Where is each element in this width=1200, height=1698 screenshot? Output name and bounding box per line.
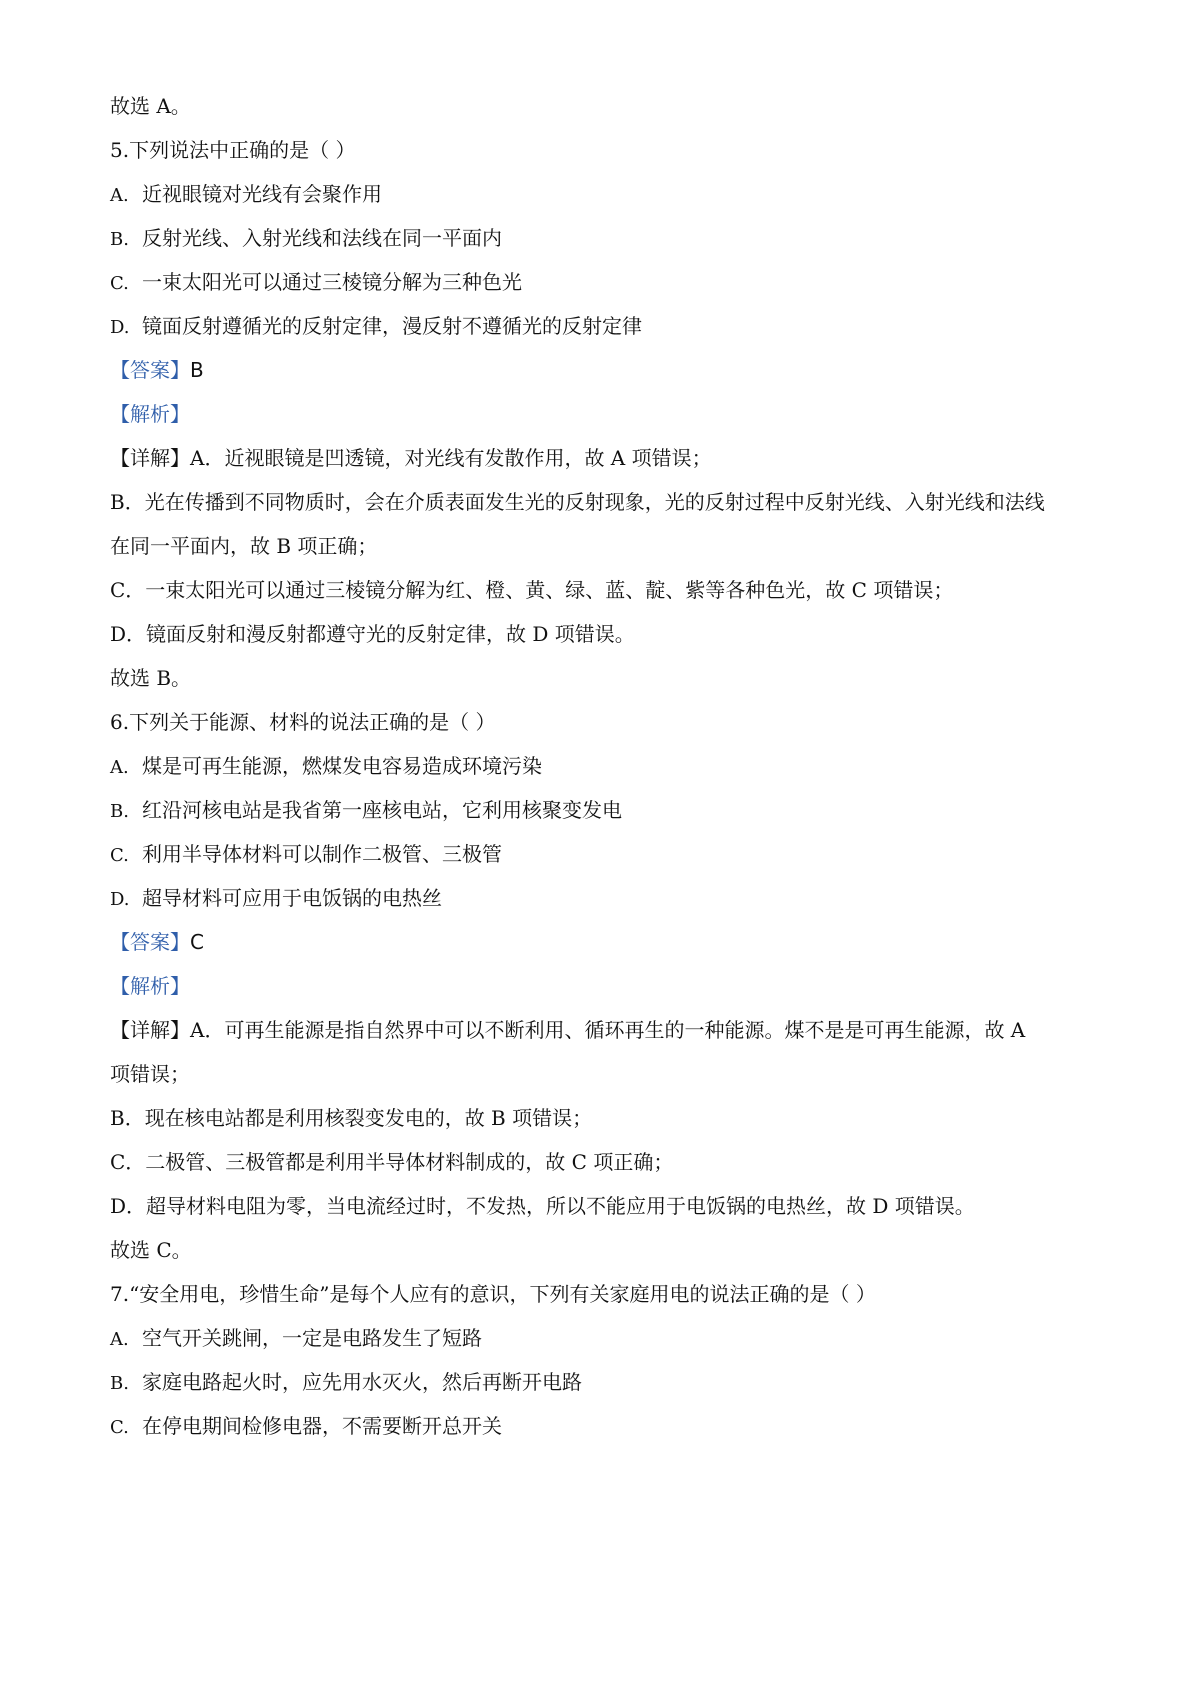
text-line [110, 1148, 1100, 1176]
option-text: 超导材料可应用于电饭锅的电热丝 [142, 886, 442, 910]
answer-tag: 【答案】 [110, 358, 190, 382]
text-line [110, 1236, 1100, 1264]
option-text: 镜面反射遵循光的反射定律，漫反射不遵循光的反射定律 [142, 314, 642, 338]
option-letter: B. [110, 1373, 129, 1394]
text-line [110, 1192, 1100, 1220]
option-text: 在停电期间检修电器，不需要断开总开关 [142, 1414, 502, 1438]
line-text: 故选 B。 [110, 666, 192, 690]
answer-tag: 【答案】 [110, 930, 190, 954]
text-line [110, 532, 1100, 560]
line-text: B．现在核电站都是利用核裂变发电的，故 B 项错误； [110, 1106, 593, 1130]
answer-line [110, 356, 1100, 384]
question-7 [110, 1280, 1100, 1308]
option-line [110, 1368, 1100, 1398]
line-text: 故选 A。 [110, 94, 191, 118]
option-letter: D. [110, 889, 130, 910]
option-text: 煤是可再生能源，燃煤发电容易造成环境污染 [142, 754, 542, 778]
option-letter: B. [110, 801, 129, 822]
option-letter: C. [110, 1417, 129, 1438]
analysis-line [110, 400, 1100, 428]
option-text: 一束太阳光可以通过三棱镜分解为三种色光 [142, 270, 522, 294]
detail-tag: 【详解】 [110, 446, 190, 470]
analysis-line [110, 972, 1100, 1000]
line-text: 故选 C。 [110, 1238, 192, 1262]
option-line [110, 752, 1100, 782]
analysis-tag: 【解析】 [110, 974, 190, 998]
detail-line [110, 1016, 1100, 1044]
option-letter: A. [110, 1329, 129, 1350]
option-line [110, 796, 1100, 826]
answer-value: B [190, 358, 204, 382]
option-line [110, 1324, 1100, 1354]
detail-text: A．可再生能源是指自然界中可以不断利用、循环再生的一种能源。煤不是是可再生能源，故 A [190, 1018, 1026, 1042]
option-line [110, 1412, 1100, 1442]
option-letter: A. [110, 185, 129, 206]
option-line [110, 224, 1100, 254]
option-line [110, 268, 1100, 298]
option-letter: C. [110, 845, 129, 866]
detail-tag: 【详解】 [110, 1018, 190, 1042]
option-text: 红沿河核电站是我省第一座核电站，它利用核聚变发电 [142, 798, 622, 822]
option-letter: A. [110, 757, 129, 778]
option-letter: D. [110, 317, 130, 338]
option-text: 空气开关跳闸，一定是电路发生了短路 [142, 1326, 482, 1350]
text-line [110, 1104, 1100, 1132]
text-line [110, 488, 1100, 516]
line-text: D．超导材料电阻为零，当电流经过时，不发热，所以不能应用于电饭锅的电热丝，故 D 项错误。 [110, 1194, 975, 1218]
question-text: 5.下列说法中正确的是（ ） [110, 138, 356, 162]
question-text: 6.下列关于能源、材料的说法正确的是（ ） [110, 710, 496, 734]
option-text: 家庭电路起火时，应先用水灭火，然后再断开电路 [142, 1370, 582, 1394]
detail-line [110, 444, 1100, 472]
text-line [110, 620, 1100, 648]
option-line [110, 884, 1100, 914]
option-line [110, 312, 1100, 342]
answer-line [110, 928, 1100, 956]
line-text: B．光在传播到不同物质时，会在介质表面发生光的反射现象，光的反射过程中反射光线、入射光线和法线 [110, 490, 1045, 514]
line-text: 项错误； [110, 1062, 190, 1086]
text-line [110, 1060, 1100, 1088]
question-5 [110, 136, 1100, 164]
line-text: D．镜面反射和漫反射都遵守光的反射定律，故 D 项错误。 [110, 622, 635, 646]
text-line [110, 664, 1100, 692]
question-text: 7.“安全用电，珍惜生命”是每个人应有的意识，下列有关家庭用电的说法正确的是（ ） [110, 1282, 876, 1306]
text-line [110, 576, 1100, 604]
option-text: 近视眼镜对光线有会聚作用 [142, 182, 382, 206]
line-text: C．二极管、三极管都是利用半导体材料制成的，故 C 项正确； [110, 1150, 674, 1174]
detail-text: A．近视眼镜是凹透镜，对光线有发散作用，故 A 项错误； [190, 446, 712, 470]
option-letter: B. [110, 229, 129, 250]
question-6 [110, 708, 1100, 736]
option-text: 反射光线、入射光线和法线在同一平面内 [142, 226, 502, 250]
line-text: C．一束太阳光可以通过三棱镜分解为红、橙、黄、绿、蓝、靛、紫等各种色光，故 C 项错误； [110, 578, 954, 602]
answer-value: C [190, 930, 204, 954]
text-line [110, 92, 1100, 120]
line-text: 在同一平面内，故 B 项正确； [110, 534, 378, 558]
option-line [110, 180, 1100, 210]
option-line [110, 840, 1100, 870]
option-letter: C. [110, 273, 129, 294]
analysis-tag: 【解析】 [110, 402, 190, 426]
option-text: 利用半导体材料可以制作二极管、三极管 [142, 842, 502, 866]
